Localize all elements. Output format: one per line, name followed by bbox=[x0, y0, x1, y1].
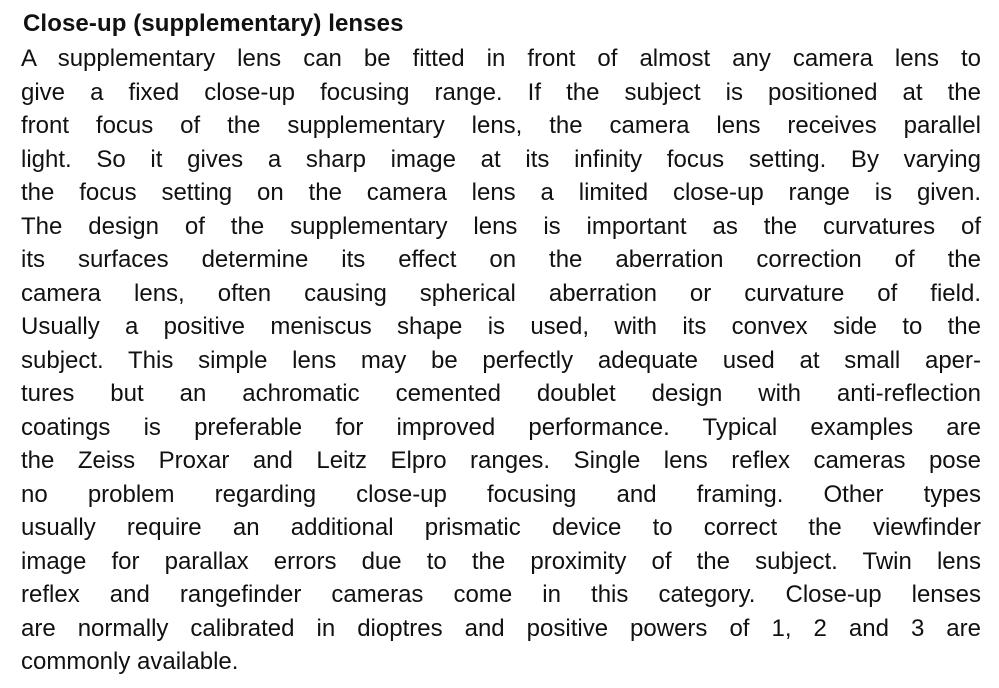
text-line: The design of the supplementary lens is important as the curvatures of bbox=[21, 212, 981, 240]
text-line: coatings is preferable for improved performance. Typical examples are bbox=[21, 413, 981, 441]
text-line: are normally calibrated in dioptres and positive powers of 1, 2 and 3 are bbox=[21, 614, 981, 642]
text-line: camera lens, often causing spherical aberration or curvature of field. bbox=[21, 279, 981, 307]
text-line: subject. This simple lens may be perfectly adequate used at small aper- bbox=[21, 346, 981, 374]
section-heading: Close-up (supplementary) lenses bbox=[23, 10, 404, 37]
text-line: reflex and rangefinder cameras come in this category. Close-up lenses bbox=[21, 581, 981, 608]
text-line: its surfaces determine its effect on the aberration correction of the bbox=[21, 246, 981, 273]
text-line: tures but an achromatic cemented doublet design with anti-reflection bbox=[21, 380, 981, 407]
text-line: the Zeiss Proxar and Leitz Elpro ranges. Single lens reflex cameras pose bbox=[21, 447, 981, 474]
text-line: the focus setting on the camera lens a limited close-up range is given. bbox=[21, 179, 981, 206]
text-line: image for parallax errors due to the proximity of the subject. Twin lens bbox=[21, 547, 981, 575]
text-line: commonly available. bbox=[21, 648, 239, 675]
text-line: light. So it gives a sharp image at its infinity focus setting. By varying bbox=[21, 145, 981, 173]
text-line: give a fixed close-up focusing range. If the subject is positioned at the bbox=[21, 78, 981, 106]
text-line: no problem regarding close-up focusing and framing. Other types bbox=[21, 480, 981, 508]
text-line: front focus of the supplementary lens, the camera lens receives parallel bbox=[21, 112, 981, 139]
text-line: A supplementary lens can be fitted in front of almost any camera lens to bbox=[21, 45, 981, 72]
body-paragraph bbox=[21, 42, 981, 679]
text-line: Usually a positive meniscus shape is used, with its convex side to the bbox=[21, 313, 981, 340]
text-line: usually require an additional prismatic device to correct the viewfinder bbox=[21, 514, 981, 541]
